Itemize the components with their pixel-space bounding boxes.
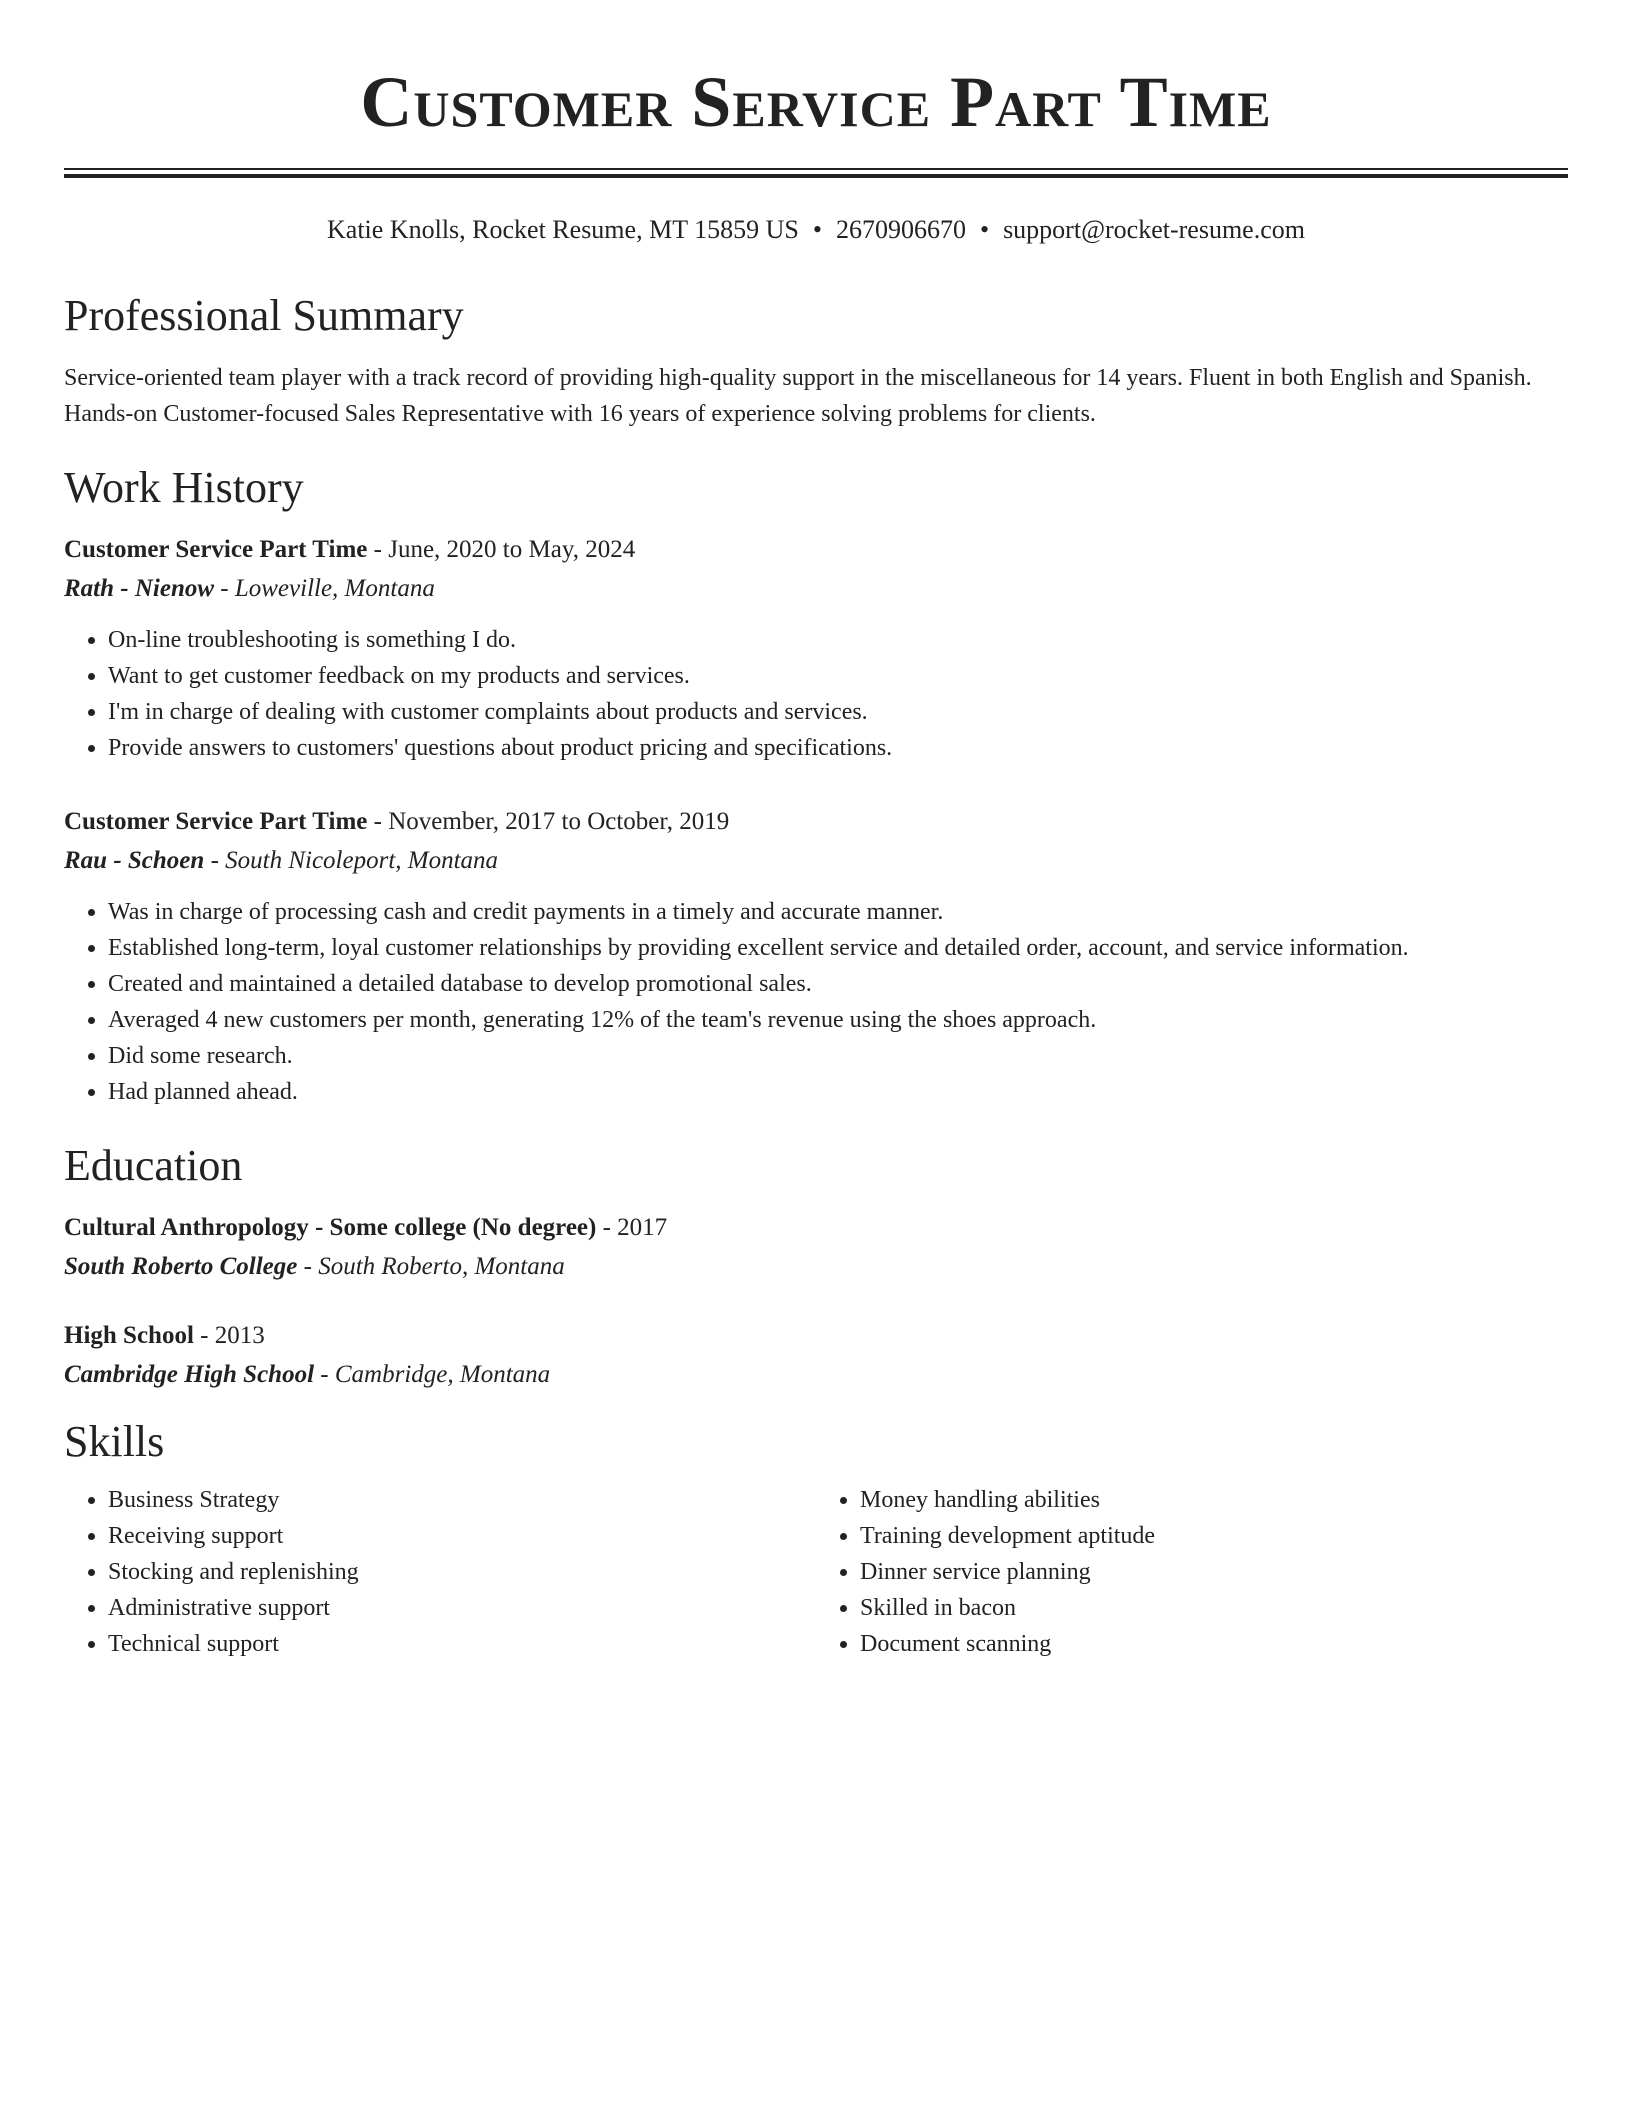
job-entry [64, 802, 1568, 1110]
list-item: • Receiving support [108, 1518, 816, 1554]
education-degree-line [64, 1316, 1568, 1356]
job-company-line [64, 842, 1568, 880]
skills-column-left [64, 1482, 816, 1662]
list-item: • Had planned ahead. [108, 1074, 1568, 1110]
job-dates: - November, 2017 to October, 2019 [367, 808, 730, 835]
list-item: • On-line troubleshooting is something I do. [108, 622, 1568, 658]
contact-email: support@rocket-resume.com [1003, 215, 1305, 244]
job-title: Customer Service Part Time [64, 808, 368, 835]
list-item: • Business Strategy [108, 1482, 816, 1518]
education-school-line [64, 1356, 1568, 1394]
list-item: • Established long-term, loyal customer relationships by providing excellent service and detailed order, account, and service information. [108, 930, 1568, 966]
title-divider-thin [64, 168, 1568, 170]
job-bullets [64, 622, 1568, 766]
education-degree: High School [64, 1322, 194, 1349]
list-item: • Document scanning [860, 1626, 1568, 1662]
education-location: - South Roberto, Montana [297, 1253, 565, 1280]
job-title-line [64, 530, 1568, 570]
title-divider-thick [64, 174, 1568, 178]
contact-separator: • [812, 215, 822, 244]
contact-separator: • [979, 215, 990, 244]
list-item: • Dinner service planning [860, 1554, 1568, 1590]
education-heading: Education [64, 1141, 243, 1190]
job-title-line [64, 802, 1568, 842]
list-item: • Skilled in bacon [860, 1590, 1568, 1626]
list-item: • Provide answers to customers' questions about product pricing and specifications. [108, 730, 1568, 766]
job-company: Rau - Schoen [64, 847, 205, 874]
education-degree: Cultural Anthropology - Some college (No degree) [64, 1214, 597, 1241]
list-item: • Technical support [108, 1626, 816, 1662]
list-item: • Created and maintained a detailed database to develop promotional sales. [108, 966, 1568, 1002]
education-year: - 2017 [596, 1214, 668, 1241]
contact-line [64, 214, 1568, 246]
skills-heading: Skills [64, 1417, 165, 1466]
education-degree-line [64, 1208, 1568, 1248]
list-item: • Training development aptitude [860, 1518, 1568, 1554]
job-title: Customer Service Part Time [64, 536, 368, 563]
resume-title: Customer Service Part Time [360, 62, 1272, 142]
education-school: Cambridge High School [64, 1361, 315, 1388]
job-location: - South Nicoleport, Montana [204, 847, 499, 874]
work-history-heading: Work History [64, 463, 304, 512]
list-item: • Money handling abilities [860, 1482, 1568, 1518]
education-school: South Roberto College [64, 1253, 298, 1280]
list-item: • Stocking and replenishing [108, 1554, 816, 1590]
job-entry [64, 530, 1568, 766]
education-entry [64, 1316, 1568, 1394]
title-divider [64, 168, 1568, 178]
education-location: - Cambridge, Montana [314, 1361, 551, 1388]
job-company: Rath - Nienow [64, 575, 215, 602]
list-item: • Was in charge of processing cash and credit payments in a timely and accurate manner. [108, 894, 1568, 930]
job-location: - Loweville, Montana [214, 575, 435, 602]
summary-heading: Professional Summary [64, 291, 464, 340]
summary-text: Service-oriented team player with a track record of providing high-quality support in the miscellaneous for 14 years. Fluent in both English and Spanish. Hands-on Customer-focused Sales Representative with 16 years of experience solving problems for clients. [64, 365, 1532, 427]
list-item: • Averaged 4 new customers per month, generating 12% of the team's revenue using the shoes approach. [108, 1002, 1568, 1038]
job-company-line [64, 570, 1568, 608]
list-item: • I'm in charge of dealing with customer complaints about products and services. [108, 694, 1568, 730]
job-dates: - June, 2020 to May, 2024 [367, 536, 636, 563]
education-year: - 2013 [193, 1322, 265, 1349]
list-item: • Administrative support [108, 1590, 816, 1626]
job-bullets [64, 894, 1568, 1110]
list-item: • Did some research. [108, 1038, 1568, 1074]
contact-address: Katie Knolls, Rocket Resume, MT 15859 US [327, 215, 799, 244]
education-entry [64, 1208, 1568, 1286]
education-school-line [64, 1248, 1568, 1286]
skills-column-right [816, 1482, 1568, 1662]
list-item: • Want to get customer feedback on my products and services. [108, 658, 1568, 694]
contact-phone: 2670906670 [835, 215, 966, 244]
skills-grid [64, 1482, 1568, 1662]
